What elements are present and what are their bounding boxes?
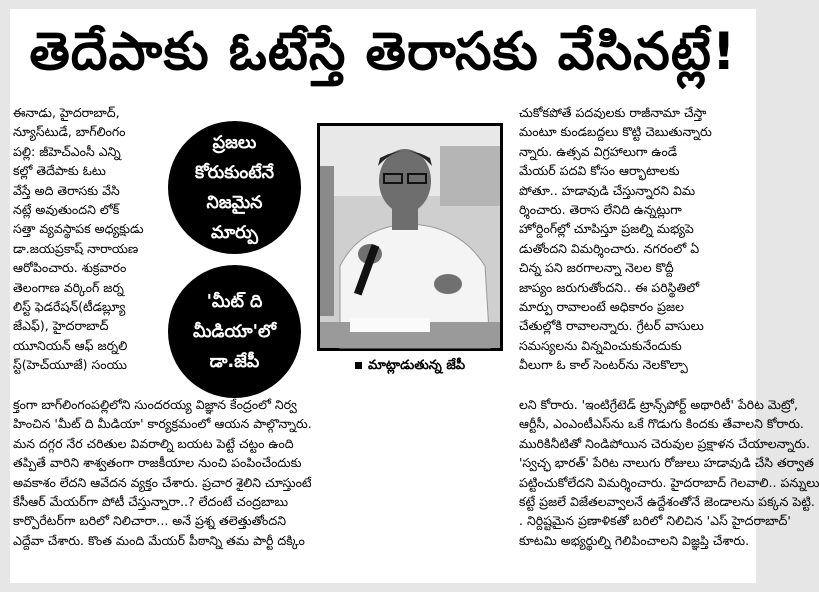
text-line: డుతోందని విమర్శించారు. నగరంలో ఏ (519, 240, 700, 256)
text-row (13, 531, 755, 550)
callout-line: 'మీట్ ది (206, 291, 263, 312)
text-row (13, 434, 810, 453)
callout-circle-1 (168, 121, 301, 254)
text-line: చిన్న పని జరగాలన్నా నెలల కొద్దీ (519, 260, 674, 276)
text-line: మంటూ కుండబద్దలు కొట్టి చెబుతున్నారు (519, 124, 712, 140)
text-line: హోర్డింగ్‌ల్లో చూపిస్తూ ప్రజల్ని మభ్యపె (519, 221, 694, 237)
text-line: ఆరోపించారు. శుక్రవారం (13, 260, 127, 276)
text-line: మన దగ్గర నేర చరితుల వివరాల్ని బయట పెట్టే చట్టం ఉంది (13, 435, 294, 451)
text-line: ర్శించారు. తెరాస లేనిది ఉన్నట్లుగా (519, 201, 682, 217)
text-line: కూటమి అభ్యర్థుల్ని గెలిపించాలని విజ్ఞప్తి చేశారు. (519, 532, 750, 548)
text-row (13, 492, 815, 511)
text-line: న్నారు. ఉత్సవ విగ్రహాలుగా ఉండే (519, 143, 677, 159)
speaker-photo-illustration (320, 126, 500, 348)
text-line: తెలంగాణ వర్కింగ్ జర్న (13, 279, 124, 295)
newspaper-clipping (10, 9, 819, 583)
bottom-text-block (13, 395, 819, 550)
text-row (13, 511, 791, 530)
text-line: న్యూస్‌టుడే, బాగ్‌లింగం (13, 124, 126, 140)
speaker-photo (317, 123, 503, 351)
callout-line: మార్పు (211, 222, 258, 243)
callout-line: ప్రజలు (212, 132, 257, 153)
bullet-icon (355, 362, 362, 369)
text-line: జాప్యం జరుగుతోందని.. ఈ పరిస్థితిలో (519, 279, 700, 295)
headline: తెదేపాకు ఓటేస్తే తెరాసకు వేసినట్లే! (29, 22, 737, 82)
text-line: సమస్యలను విన్నవించుకునేందుకు (519, 337, 682, 353)
text-line: కట్టే ప్రజలే విజేతలవ్వాలనే ఉద్దేశంతోనే జెండాలను పక్కన పెట్టి. (519, 493, 815, 509)
callout-line: నిజమైన (206, 192, 263, 213)
column-left (13, 103, 173, 374)
text-line: కార్పొరేటర్‌గా బరిలో నిలిచారా... అనే ప్రశ్న తలెత్తుతోందని (13, 513, 286, 529)
text-line: పట్టించుకోలేదని విమర్శించారు. హైదరాబాద్ గెలవాలి.. పన్నులు (519, 474, 819, 490)
text-line: లిస్ట్ ఫెడరేషన్(టీడబ్ల్యూ (13, 298, 126, 314)
text-line: జేఎఫ్), హైదరాబాద్ (13, 318, 109, 334)
text-line: తప్పితే వారిని శాశ్వతంగా రాజకీయాల నుంచి పంపించేందుకు (13, 455, 302, 471)
callout-line: మీడియా'లో (193, 321, 276, 342)
text-line: ఈనాడు, హైదరాబాద్, (13, 105, 120, 120)
callout-line: డా.జేపీ (209, 351, 260, 372)
text-line: మేయర్ పదవి కోసం ఆర్భాటాలకు (519, 163, 680, 179)
photo-caption-text: మాట్లాడుతున్న జేపీ (367, 358, 466, 373)
text-line: కేసీఆర్ మేయర్‌గా పోటీ చేస్తున్నారా..? లేదంటే చంద్రబాబు (13, 493, 289, 509)
text-line: చేతుల్లోకి రావాలన్నారు. గ్రేటర్ వాసులు (519, 318, 704, 334)
text-line: ఎద్దేవా చేశారు. కొంత మంది మేయర్ పీఠాన్ని తమ పార్టీ దక్కిం (13, 532, 305, 548)
text-row (13, 473, 819, 492)
text-line: అవకాశం లేదని ఆవేదన వ్యక్తం చేశారు. ప్రచార శైలిని చూస్తుంటే (13, 474, 312, 490)
text-line: వేస్తే అది తెరాసకు వేసి (13, 182, 120, 198)
text-line: కల్లో తెదేపాకు ఓటు (13, 163, 106, 179)
text-line: లని కోరారు. 'ఇంటిగ్రేటెడ్ ట్రాన్స్‌పోర్ట్ అథారిటీ' పేరిట మెట్రో, (519, 397, 798, 412)
callout-circle-2 (168, 265, 301, 398)
text-line: మురికినీటితో నిండిపోయిన చెరువుల ప్రక్షాళన చేయాలన్నారు. (519, 435, 810, 451)
text-line: ఆర్టీసీ, ఎంఎంటీఎస్‌ను ఒకే గొడుగు కిందకు తేవాలని కోరారు. (519, 416, 804, 432)
text-row (13, 453, 814, 472)
text-line: స్ట్(హెచ్‌యూజే) సంయు (13, 357, 127, 373)
text-line: వీలుగా ఓ కాల్ సెంటర్‌ను నెలకొల్పా (519, 357, 688, 373)
text-line: డా.జయప్రకాష్ నారాయణ (13, 240, 139, 256)
photo-caption (317, 358, 503, 376)
text-line: . నిర్దిష్టమైన ప్రణాళికతో బరిలో నిలిచిన 'ఎస్ హైదరాబాద్' (519, 513, 791, 529)
text-line: పోతూ.. హడావుడి చేస్తున్నారని విమ (519, 182, 696, 198)
text-line: నట్లే అవుతుందని లోక్ (13, 201, 120, 217)
callout-line: కోరుకుంటేనే (194, 162, 275, 183)
text-line: 'స్వచ్ఛ భారత్' పేరిట నాలుగు రోజులు హడావుడి చేసి తర్వాత (519, 455, 814, 471)
text-line: సత్తా వ్యవస్థాపక అధ్యక్షుడు (13, 221, 144, 237)
text-row (13, 395, 798, 414)
text-line: చుకోకపోతే పదవులకు రాజీనామా చేస్తా (519, 105, 707, 120)
column-right (519, 103, 755, 374)
text-line: క్తంగా బాగ్‌లింగంపల్లిలోని సుందరయ్య విజ్ఞాన కేంద్రంలో నిర్వ (13, 397, 297, 412)
text-row (13, 414, 804, 433)
text-line: మార్పు రావాలంటే అధికారం ప్రజల (519, 298, 684, 314)
text-line: హించిన 'మీట్ ది మీడియా' కార్యక్రమంలో ఆయన పాల్గొన్నారు. (13, 416, 312, 432)
text-line: పల్లి: జీహెచ్‌ఎంసీ ఎన్ని (13, 143, 121, 159)
text-line: యూనియన్ ఆఫ్ జర్నలి (13, 337, 128, 353)
